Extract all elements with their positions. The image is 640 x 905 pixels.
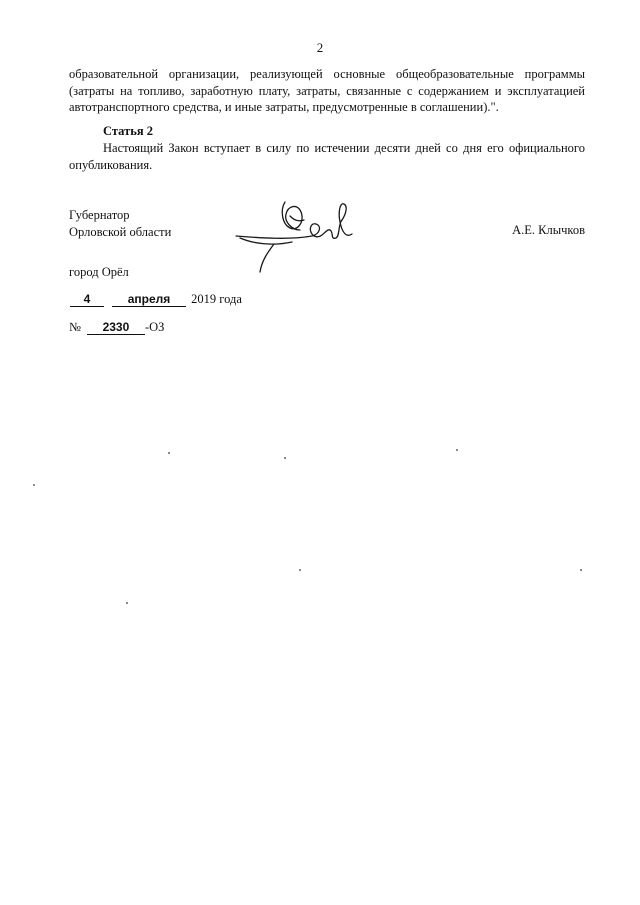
article-heading: Статья 2	[103, 124, 153, 138]
date-month: апреля	[112, 293, 186, 307]
body-paragraph-2: Настоящий Закон вступает в силу по истечении десяти дней со дня его официального опубликования.	[69, 141, 585, 172]
date-year: 2019 года	[191, 292, 242, 306]
signer-title-line-1: Губернатор	[69, 208, 130, 222]
number-value: 2330	[87, 321, 145, 335]
page-number: 2	[316, 40, 324, 55]
city: город Орёл	[69, 265, 129, 279]
date-line	[69, 292, 242, 307]
body-paragraph-1: образовательной организации, реализующей основные общеобразовательные программы (затраты на топливо, заработную плату, затраты, связанные с содержанием и эксплуатацией автотранспортного средства, и иные затраты, предусмотренные в соглашении).".	[69, 67, 585, 114]
signer-name: А.Е. Клычков	[512, 223, 585, 237]
number-suffix: -ОЗ	[144, 320, 165, 334]
scan-speck	[299, 569, 301, 571]
signer-title	[69, 207, 171, 240]
scan-speck	[456, 449, 458, 451]
number-line	[69, 320, 164, 335]
number-prefix: №	[69, 320, 81, 334]
signer-title-line-2: Орловской области	[69, 224, 172, 239]
date-day: 4	[70, 293, 104, 307]
scan-speck	[168, 452, 170, 454]
handwritten-signature-icon	[230, 198, 360, 276]
scan-speck	[284, 457, 286, 459]
scan-speck	[580, 569, 582, 571]
scan-speck	[126, 602, 128, 604]
scan-speck	[33, 484, 35, 486]
